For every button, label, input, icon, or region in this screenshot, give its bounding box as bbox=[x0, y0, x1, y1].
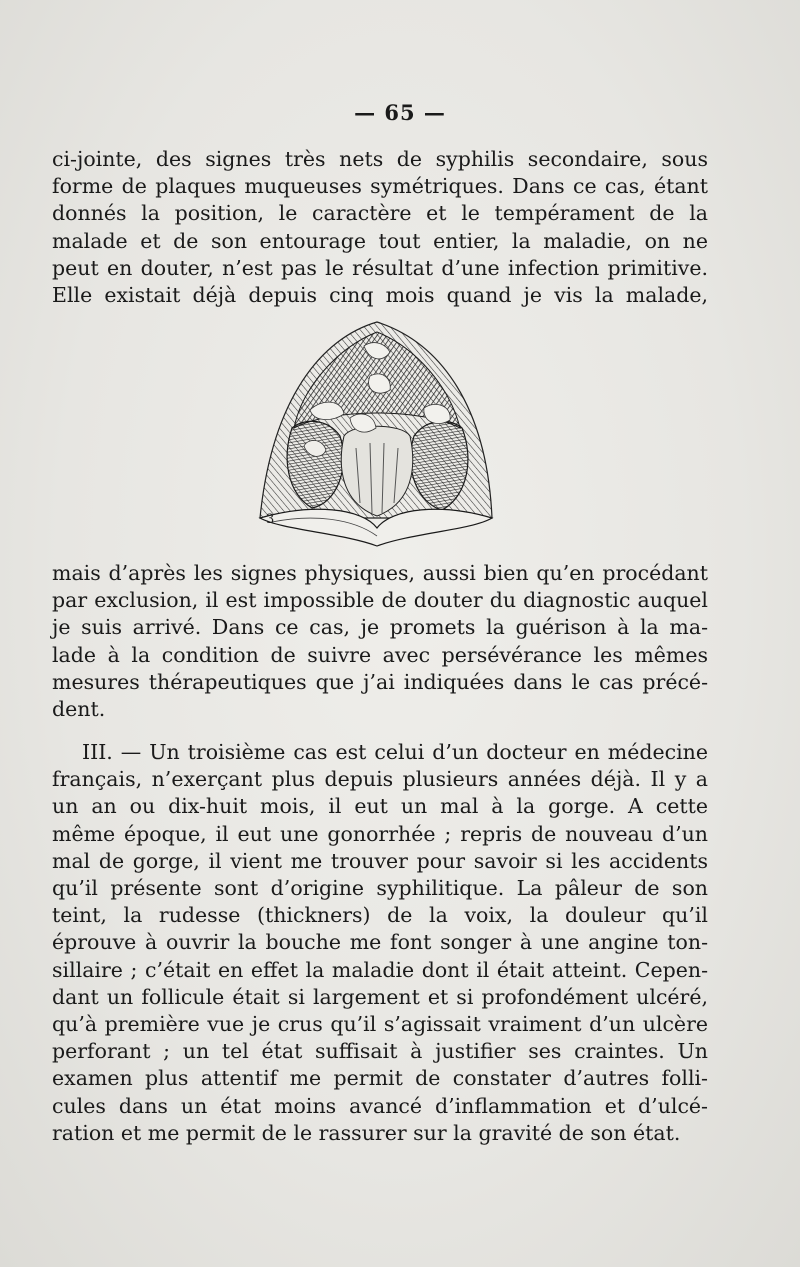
text-line: mais d’après les signes physiques, aussi bien qu’en procédant bbox=[52, 561, 708, 585]
text-line: sillaire ; c’était en effet la maladie dont il était atteint. Cepen- bbox=[52, 957, 708, 982]
paragraph-top bbox=[52, 146, 708, 309]
text-line: mal de gorge, il vient me trouver pour savoir si les accidents bbox=[52, 848, 708, 873]
text-line: III. — Un troisième cas est celui d’un docteur en médecine bbox=[82, 740, 708, 764]
paragraph-text bbox=[52, 146, 708, 309]
text-line: même époque, il eut une gonorrhée ; repris de nouveau d’un bbox=[52, 821, 708, 846]
text-line: dant un follicule était si largement et si profondément ulcéré, bbox=[52, 984, 708, 1009]
paragraph-text bbox=[52, 739, 708, 1147]
text-line: examen plus attentif me permit de constater d’autres folli- bbox=[52, 1066, 708, 1091]
text-line: français, n’exerçant plus depuis plusieurs années déjà. Il y a bbox=[52, 767, 708, 792]
text-line: perforant ; un tel état suffisait à justifier ses craintes. Un bbox=[52, 1039, 708, 1064]
paragraph-case-three bbox=[52, 739, 708, 1147]
text-line: malade et de son entourage tout entier, la maladie, on ne bbox=[52, 228, 708, 253]
text-line: donnés la position, le caractère et le tempérament de la bbox=[52, 201, 708, 226]
figure-illustration bbox=[252, 318, 502, 550]
text-line: ci-jointe, des signes très nets de syphilis secondaire, sous bbox=[52, 147, 708, 171]
text-line: par exclusion, il est impossible de douter du diagnostic auquel bbox=[52, 588, 708, 613]
text-line: qu’à première vue je crus qu’il s’agissait vraiment d’un ulcère bbox=[52, 1012, 708, 1037]
paragraph-middle bbox=[52, 560, 708, 723]
text-line: cules dans un état moins avancé d’inflammation et d’ulcé- bbox=[52, 1093, 708, 1118]
text-line: mesures thérapeutiques que j’ai indiquées dans le cas précé- bbox=[52, 669, 708, 694]
throat-engraving-icon bbox=[252, 318, 502, 550]
text-line: peut en douter, n’est pas le résultat d’une infection primitive. bbox=[52, 255, 708, 280]
paragraph-text bbox=[52, 560, 708, 723]
text-line: Elle existait déjà depuis cinq mois quand je vis la malade, bbox=[52, 283, 708, 308]
figure-label: 3 bbox=[266, 512, 275, 527]
text-line: un an ou dix-huit mois, il eut un mal à la gorge. A cette bbox=[52, 794, 708, 819]
text-line: dent. bbox=[52, 697, 106, 722]
text-line: ration et me permit de le rassurer sur la gravité de son état. bbox=[52, 1120, 681, 1145]
text-line: forme de plaques muqueuses symétriques. Dans ce cas, étant bbox=[52, 174, 708, 199]
text-line: lade à la condition de suivre avec persévérance les mêmes bbox=[52, 642, 708, 667]
text-line: teint, la rudesse (thickners) de la voix, la douleur qu’il bbox=[52, 903, 708, 928]
text-line: éprouve à ouvrir la bouche me font songer à une angine ton- bbox=[52, 930, 708, 955]
text-line: je suis arrivé. Dans ce cas, je promets la guérison à la ma- bbox=[52, 615, 708, 640]
text-line: qu’il présente sont d’origine syphilitique. La pâleur de son bbox=[52, 876, 708, 901]
page-number: — 65 — bbox=[354, 100, 446, 125]
